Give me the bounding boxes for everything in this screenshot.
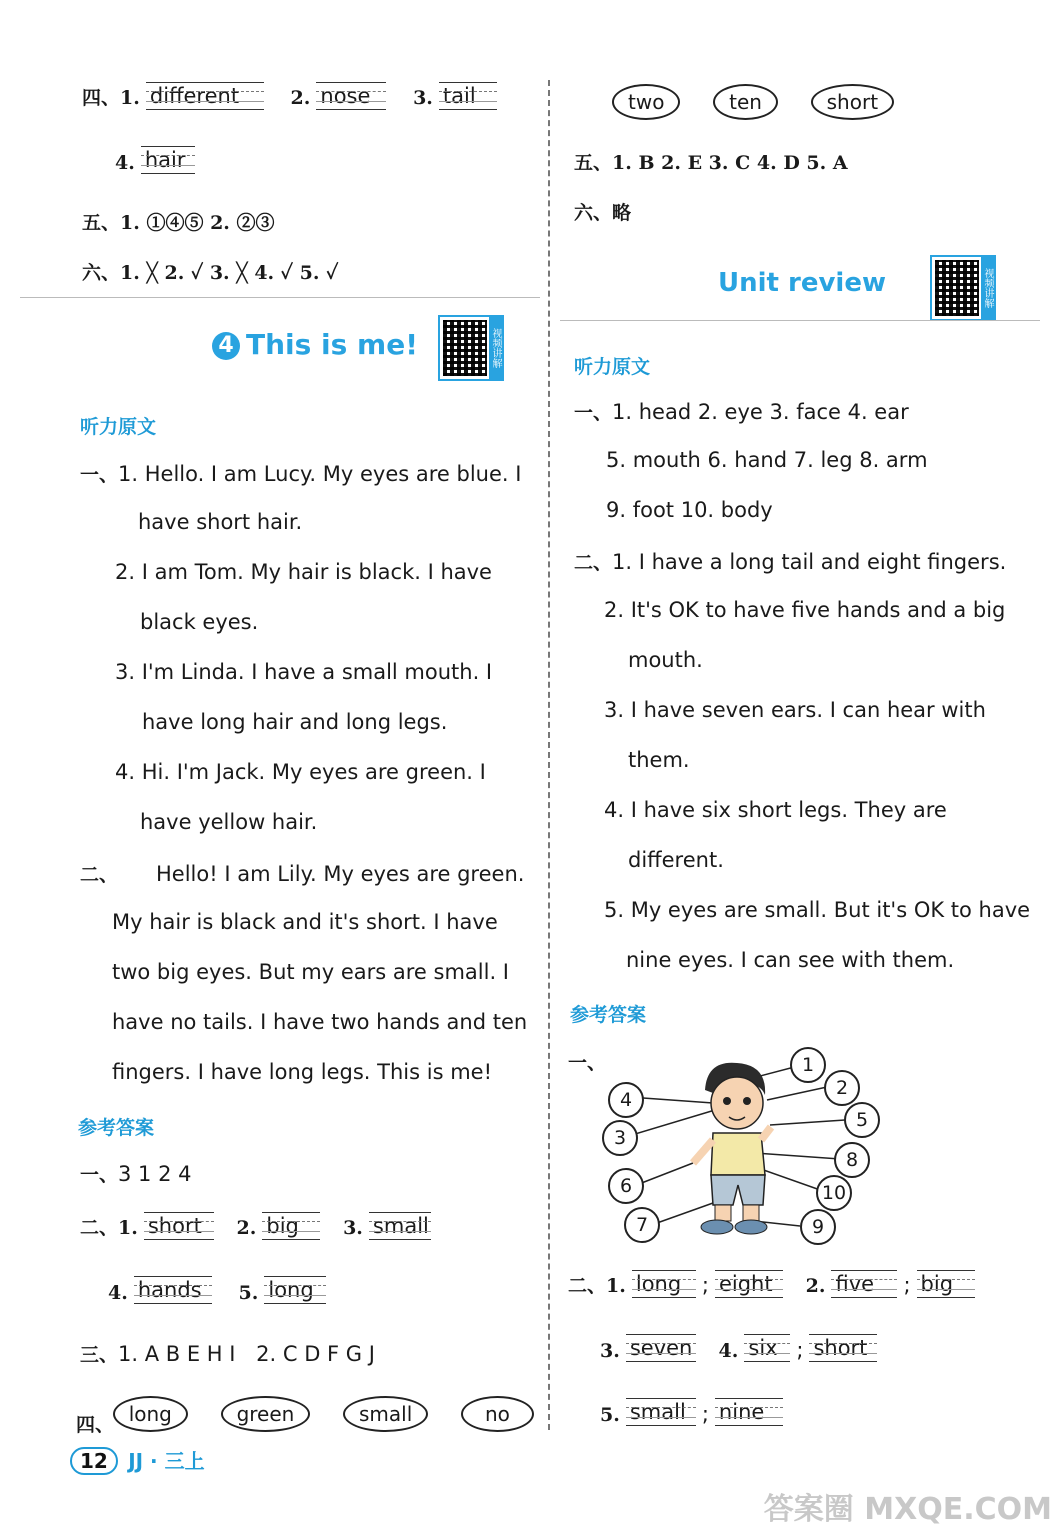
answer-nine: nine xyxy=(715,1398,783,1426)
listen-2-line5: fingers. I have long legs. This is me! xyxy=(112,1060,492,1084)
right-sec5: 五、1. B 2. E 3. C 4. D 5. A xyxy=(574,152,848,174)
answer-big: big xyxy=(262,1212,320,1240)
answer-short-r: short xyxy=(809,1334,877,1362)
left-a2-row1: 二、1. short 2. big 3. small xyxy=(80,1212,437,1240)
answer-six: six xyxy=(744,1334,790,1362)
diagram-label-1: 1 xyxy=(790,1047,826,1083)
listen-1-line2: have short hair. xyxy=(138,510,303,534)
left-sec6: 六、1. ╳ 2. ✓ 3. ╳ 4. ✓ 5. ✓ xyxy=(82,262,339,284)
page-number: 12 xyxy=(70,1447,118,1475)
r-listen-2-line2: 2. It's OK to have five hands and a big xyxy=(604,598,1006,622)
answer-hair: hair xyxy=(141,146,195,174)
diagram-label-8: 8 xyxy=(834,1142,870,1178)
diagram-label-10: 10 xyxy=(816,1175,852,1211)
listen-2-line3: two big eyes. But my ears are small. I xyxy=(112,960,510,984)
answer-nose: nose xyxy=(316,82,386,110)
diagram-label-6: 6 xyxy=(608,1168,644,1204)
listen-1-line1: 一、1. Hello. I am Lucy. My eyes are blue. I xyxy=(80,462,522,486)
qr-code-left[interactable]: 视频讲解 xyxy=(438,315,504,381)
qr-pattern-icon xyxy=(935,260,979,316)
answer-hands: hands xyxy=(134,1276,212,1304)
right-a2-row3: 5. small ; nine xyxy=(600,1398,789,1426)
answers-heading-left: 参考答案 xyxy=(78,1117,155,1139)
left-a4: 四、 long green small no xyxy=(76,1396,560,1437)
diagram-label-4: 4 xyxy=(608,1082,644,1118)
listen-1-line4: black eyes. xyxy=(140,610,259,634)
page-footer xyxy=(70,1445,205,1475)
watermark-logo: 答案圈 MXQE.COM xyxy=(763,1492,1052,1527)
oval-green: green xyxy=(221,1396,311,1432)
r-listen-1-line3: 9. foot 10. body xyxy=(606,498,773,522)
left-a2-row2: 4. hands 5. long xyxy=(108,1276,332,1304)
right-a1-label: 一、 xyxy=(568,1052,607,1074)
column-divider xyxy=(548,80,550,1430)
answer-small-r: small xyxy=(626,1398,696,1426)
listen-2-line4: have no tails. I have two hands and ten xyxy=(112,1010,528,1034)
unit-title-4: 4 This is me! xyxy=(212,328,418,361)
answer-seven: seven xyxy=(626,1334,696,1362)
r-listen-2-line3: mouth. xyxy=(628,648,703,672)
listen-1-line7: 4. Hi. I'm Jack. My eyes are green. I xyxy=(115,760,486,784)
qr-code-right[interactable]: 视频讲解 xyxy=(930,255,996,321)
listen-1-line5: 3. I'm Linda. I have a small mouth. I xyxy=(115,660,493,684)
diagram-label-2: 2 xyxy=(824,1070,860,1106)
listen-1-line6: have long hair and long legs. xyxy=(142,710,448,734)
diagram-label-3: 3 xyxy=(602,1120,638,1156)
oval-no: no xyxy=(461,1396,534,1432)
right-sec6: 六、略 xyxy=(574,202,632,224)
left-sec4-row1: 四、1. different 2. nose 3. tail xyxy=(82,82,503,110)
boy-figure xyxy=(693,1063,771,1234)
r-listen-2-line7: different. xyxy=(628,848,724,872)
answer-eight: eight xyxy=(715,1270,783,1298)
answer-five: five xyxy=(831,1270,897,1298)
diagram-label-7: 7 xyxy=(624,1207,660,1243)
left-sec4-row2: 4. hair xyxy=(115,146,201,174)
r-listen-2-line5: them. xyxy=(628,748,690,772)
right-hr xyxy=(560,320,1040,321)
listen-1-line8: have yellow hair. xyxy=(140,810,318,834)
answer-big-r: big xyxy=(917,1270,975,1298)
oval-small: small xyxy=(343,1396,428,1432)
r-listen-2-line9: nine eyes. I can see with them. xyxy=(626,948,955,972)
r-listen-2-line1: 二、1. I have a long tail and eight fingers. xyxy=(574,550,1007,574)
listen-1-line3: 2. I am Tom. My hair is black. I have xyxy=(115,560,492,584)
listening-heading-left: 听力原文 xyxy=(80,416,157,438)
r-listen-2-line6: 4. I have six short legs. They are xyxy=(604,798,947,822)
oval-short: short xyxy=(811,84,894,120)
unit-number-badge: 4 xyxy=(212,332,240,360)
r-listen-1-line1: 一、1. head 2. eye 3. face 4. ear xyxy=(574,400,909,424)
diagram-label-9: 9 xyxy=(800,1209,836,1245)
oval-ten: ten xyxy=(713,84,778,120)
qr-pattern-icon xyxy=(443,320,487,376)
oval-long: long xyxy=(113,1396,188,1432)
r-listen-1-line2: 5. mouth 6. hand 7. leg 8. arm xyxy=(606,448,928,472)
diagram-label-5: 5 xyxy=(844,1102,880,1138)
listen-2-line2: My hair is black and it's short. I have xyxy=(112,910,498,934)
listen-2-line1: 二、 Hello! I am Lily. My eyes are green. xyxy=(80,862,525,886)
answer-different: different xyxy=(146,82,264,110)
left-a1: 一、3 1 2 4 xyxy=(80,1162,192,1186)
right-a2-row1: 二、1. long ; eight 2. five ; big xyxy=(568,1270,981,1298)
answer-long-r: long xyxy=(632,1270,696,1298)
unit-review-title: Unit review xyxy=(718,268,886,298)
oval-two: two xyxy=(612,84,680,120)
r-listen-2-line8: 5. My eyes are small. But it's OK to have xyxy=(604,898,1031,922)
answer-long: long xyxy=(264,1276,326,1304)
right-a2-row2: 3. seven 4. six ; short xyxy=(600,1334,883,1362)
left-hr xyxy=(20,297,540,298)
r-listen-2-line4: 3. I have seven ears. I can hear with xyxy=(604,698,986,722)
answer-tail: tail xyxy=(439,82,497,110)
answer-short: short xyxy=(144,1212,214,1240)
answers-heading-right: 参考答案 xyxy=(570,1004,647,1026)
listening-heading-right: 听力原文 xyxy=(574,356,651,378)
right-top-ovals xyxy=(612,84,894,120)
answer-small: small xyxy=(369,1212,431,1240)
left-a3: 三、1. A B E H I 2. C D F G J xyxy=(80,1342,375,1366)
edition-label: JJ · 三上 xyxy=(128,1449,205,1473)
left-sec5: 五、1. ①④⑤ 2. ②③ xyxy=(82,212,275,234)
